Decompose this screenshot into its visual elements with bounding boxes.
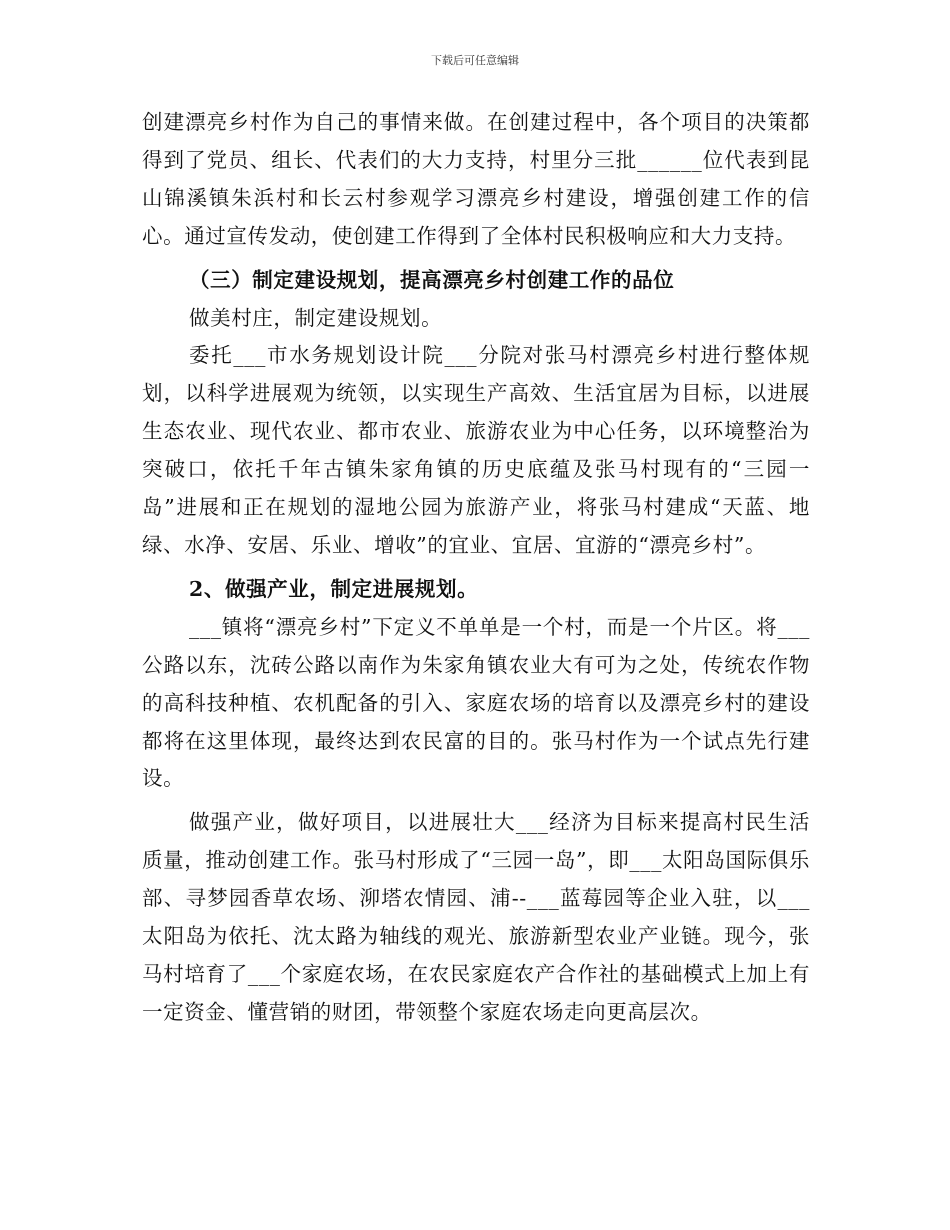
paragraph-area-definition: ___镇将“漂亮乡村”下定义不单单是一个村，而是一个片区。将___公路以东，沈砖公路以南作为朱家角镇农业大有可为之处，传统农作物的高科技种植、农机配备的引入、家庭农场的培育以及漂亮乡村的建设都将在这里体现，最终达到农民富的目的。张马村作为一个试点先行建设。 — [142, 614, 810, 791]
paragraph-intro: 创建漂亮乡村作为自己的事情来做。在创建过程中，各个项目的决策都得到了党员、组长、代表们的大力支持，村里分三批______位代表到昆山锦溪镇朱浜村和长云村参观学习漂亮乡村建设，增强创建工作的信心。通过宣传发动，使创建工作得到了全体村民积极响应和大力支持。 — [142, 110, 810, 248]
subsection-heading-2: 2、做强产业，制定进展规划。 — [189, 576, 479, 601]
document-body — [142, 104, 810, 1032]
page-header: 下载后可任意编辑 — [431, 54, 519, 67]
section-heading-3: （三）制定建设规划，提高漂亮乡村创建工作的品位 — [189, 267, 675, 292]
paragraph-industry: 做强产业，做好项目，以进展壮大___经济为目标来提高村民生活质量，推动创建工作。张马村形成了“三园一岛”，即___太阳岛国际俱乐部、寻梦园香草农场、泖塔农情园、浦--___蓝莓园等企业入驻，以___太阳岛为依托、沈太路为轴线的观光、旅游新型农业产业链。现今，张马村培育了___个家庭农场，在农民家庭农产合作社的基础模式上加上有一定资金、懂营销的财团，带领整个家庭农场走向更高层次。 — [142, 810, 810, 1024]
paragraph-plan-body: 委托___市水务规划设计院___分院对张马村漂亮乡村进行整体规划，以科学进展观为统领，以实现生产高效、生活宜居为目标，以进展生态农业、现代农业、都市农业、旅游农业为中心任务，以环境整治为突破口，依托千年古镇朱家角镇的历史底蕴及张马村现有的“三园一岛”进展和正在规划的湿地公园为旅游产业，将张马村建成“天蓝、地绿、水净、安居、乐业、增收”的宜业、宜居、宜游的“漂亮乡村”。 — [142, 343, 810, 557]
paragraph-plan-title: 做美村庄，制定建设规划。 — [189, 305, 443, 330]
